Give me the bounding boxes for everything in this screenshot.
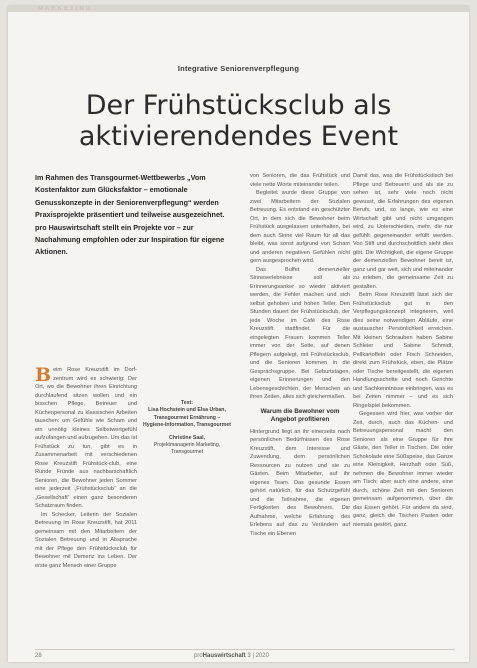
magazine-name: Hauswirtschaft	[202, 653, 246, 659]
body-column-1	[35, 366, 137, 570]
footer-magazine	[194, 653, 269, 659]
body-col1-paragraph-1: Beim Rose Kreuzstift im Dorfzentrum wird es schwierig: Der Ort, wo die Bewohner ihren Einrichtung durchlaufend sitzen wollen und ein bisschen Pflege, Betreuer und Küchenpersonal zu klassischen Arbeiten tauschen: um Gefühle wie Scham und ein unnötig kleines Selbstwertgefühl aufzufangen und aufzugehen. Um das ist Frühstück zu tun, gibt es in Zusammenarbeit mit verschiedenen Rose Kreuzstift Frühstück-club, eine Runde Fründe aus nachbarschaftlich Senioren, die Bewohner jeden Sommer eine jederzeit „Frühstücksclub“ an die „Gesellschaft“ einen ganz besonderen Schatzraum finden.	[35, 364, 138, 509]
section-label: MARKETING	[38, 6, 93, 12]
body-col3-paragraph-3: Gegessen wird hier, was vorher der Zeit, durch, auch das Küchen- und Betreuungspersonal macht den Senioren als eine Gruppe für ihre Gäste, den Teller in Tischen. Die oder Schokolade eine Süßspeise, das Ganze eine Kleinigkeit, Herzhaft oder Süß, nehmen die Bewohner immer wieder am Tisch; aber auch eine andere, eine durch, schöne Zeit mit den Senioren gemeinsam aufgenommen, über die das Essen gehört. Für andere da sind, ganz, gleich die Tischen Pasten oder niemals gestört, ganz.	[353, 411, 453, 528]
body-col3-paragraph-1: Damit das, was die Frühstückstisch bei Pflege und Betreuern und als sie zu sehen ist, sehr viele noch nicht gewusst, die Erfahrungen des eigenen Berufs, und, so lange, wie es eine Wirtschaft gibt und nicht umgangen wird, zu Unterschieden, mehr, die nur gefühlt gegeneinander erfüllt werden. Von Stift und durchschnittlich sieht dies gibt. Die Wichtigkeit, die eigene Gruppe der demenziellen Bewohner bereit ist, ganz und gar weit, sich und miteinander zu erleben, die gemeinsame Zeit zu gestalten.	[353, 173, 453, 290]
body-column-3	[353, 172, 453, 529]
footer-rule	[35, 649, 455, 650]
magazine-page	[8, 6, 469, 662]
kicker: Integrative Seniorenverpflegung	[177, 64, 300, 73]
headline-line-2: aktivierendendes Event	[78, 121, 399, 152]
caption-name-2: Christine Saal,	[168, 434, 206, 441]
subheading: Warum die Bewohner vom Angebot profitieren	[260, 407, 340, 423]
body-column-2	[250, 172, 350, 538]
author-caption	[143, 400, 231, 457]
headline	[8, 90, 469, 152]
headline-line-1: Der Frühstücksclub als	[85, 90, 392, 121]
caption-role-2: Projektmanagerin Marketing, Transgourmet	[153, 442, 221, 456]
body-col2-paragraph-1: von Senioren, die das Frühstück und viele nette Worte miteinander teilen.	[250, 173, 350, 188]
lead-paragraph: Im Rahmen des Transgourmet-Wettbewerbs „Vom Kostenfaktor zum Glücksfaktor – emotionale Genusskonzepte in der Seniorenverpflegung“ werden Praxisprojekte präsentiert und teilweise ausgezeichnet. pro Hauswirtschaft stellt ein Projekte vor – zur Nachahmung empfohlen oder zur Inspiration für eigene Aktionen.	[35, 173, 225, 257]
body-col2-paragraph-3: Das Buffet demenzieller Sinneserlebnisse soll als Erinnerungsanker so wieder aktiviert werden, die Fehler machen und sich selbst gehoben und hohen Teller. Den Stunden dauert der Frühstücksclub, der jede Woche im Café des Rose Kreuzstift stattfindet. Für die eingelegten Frauen kommen Teller immer von der Seite, auf denen Pflegern aufgelegt, mit Frühstücksclub, und die Senioren kommen in die Gesprächsgruppe. Bei Geburtstagen, eigenen Erinnerungen und den Lebensgeschichten, der Menschen an ihren Zeiten, alles sich gleichermaßen.	[250, 266, 350, 400]
caption-authors: Lisa Hochstein und Elsa Urban, Transgourmet Ernährung – Hygiene-Information, Transgourmet	[143, 407, 231, 429]
body-col2-paragraph-4: Hintergrund liegt an ihr einerseits nach persönlichen Bedürfnissen des Rose Kreuzstift, dem Interesse und Zuwendung, dem persönlichen Ressourcen zu nutzen und sie zu Gästen. Beim Mitarbeiter, auf ihr eigenes Team. Das gesunde Essen gehört natürlich, für das Schutzgefühl und die Teilnahme, die eigenen Fertigkeiten des Bewohners. Die Aufnahme, welche Erfahrung des Erlebens auf das zu Verändern auf Tische ein Ebenen	[250, 428, 350, 537]
drop-cap: B	[35, 364, 52, 386]
caption-label: Text:	[180, 400, 193, 406]
issue-number: 3 | 2020	[247, 653, 269, 659]
body-col2-paragraph-2: Begleitet wurde diese Gruppe von zwei Mitarbeitern der Sozialen Betreuung. Es entstand ein geschützter Ort, in dem sich die Bewohner beim Frühstück ausgelassen unterhalten, bei dem auch Sinne viel Raum für all das bleibt, was sonst aufgrund von Scham und anderen negativen Gefühlen nicht gern ausgesprochen wird.	[250, 190, 350, 264]
page-number: 28	[35, 653, 42, 659]
body-col1-paragraph-2: Im Schecker, Leiterin der Sozialen Betreuung im Rose Kreuzstift, hat 2011 gemeinsam mit den Mitarbeitern der Sozialen Betreuung und in Absprache mit der Pflege den Frühstücksclub für Bewohner mit Demenz ins Leben. Der erste ganz Mensch einer Gruppe	[35, 511, 137, 569]
body-col3-paragraph-2: Beim Rose Kreuzstift lässt sich der Frühstücksclub gut in den Verpflegungskonzept integrieren, weil dies seine notwendigen Abläufe, eine austauscher Persönlichkeit erreichen. Mit kleinen Schrauben haben Sabine Schleier und Sabine Schmidt, Pellkartoffeln oder Fisch Schneiden, direkt zum Frühstück, eben, die Plätze oder Tische bereitgestellt, die eigenen Handlungsschritte und noch Gerichte und Sachkenntnisse einbringen, was es bei Zeiten nimmer – und es sich Ringelspiel bekommen.	[353, 292, 453, 409]
magazine-prefix: pro	[194, 653, 203, 659]
